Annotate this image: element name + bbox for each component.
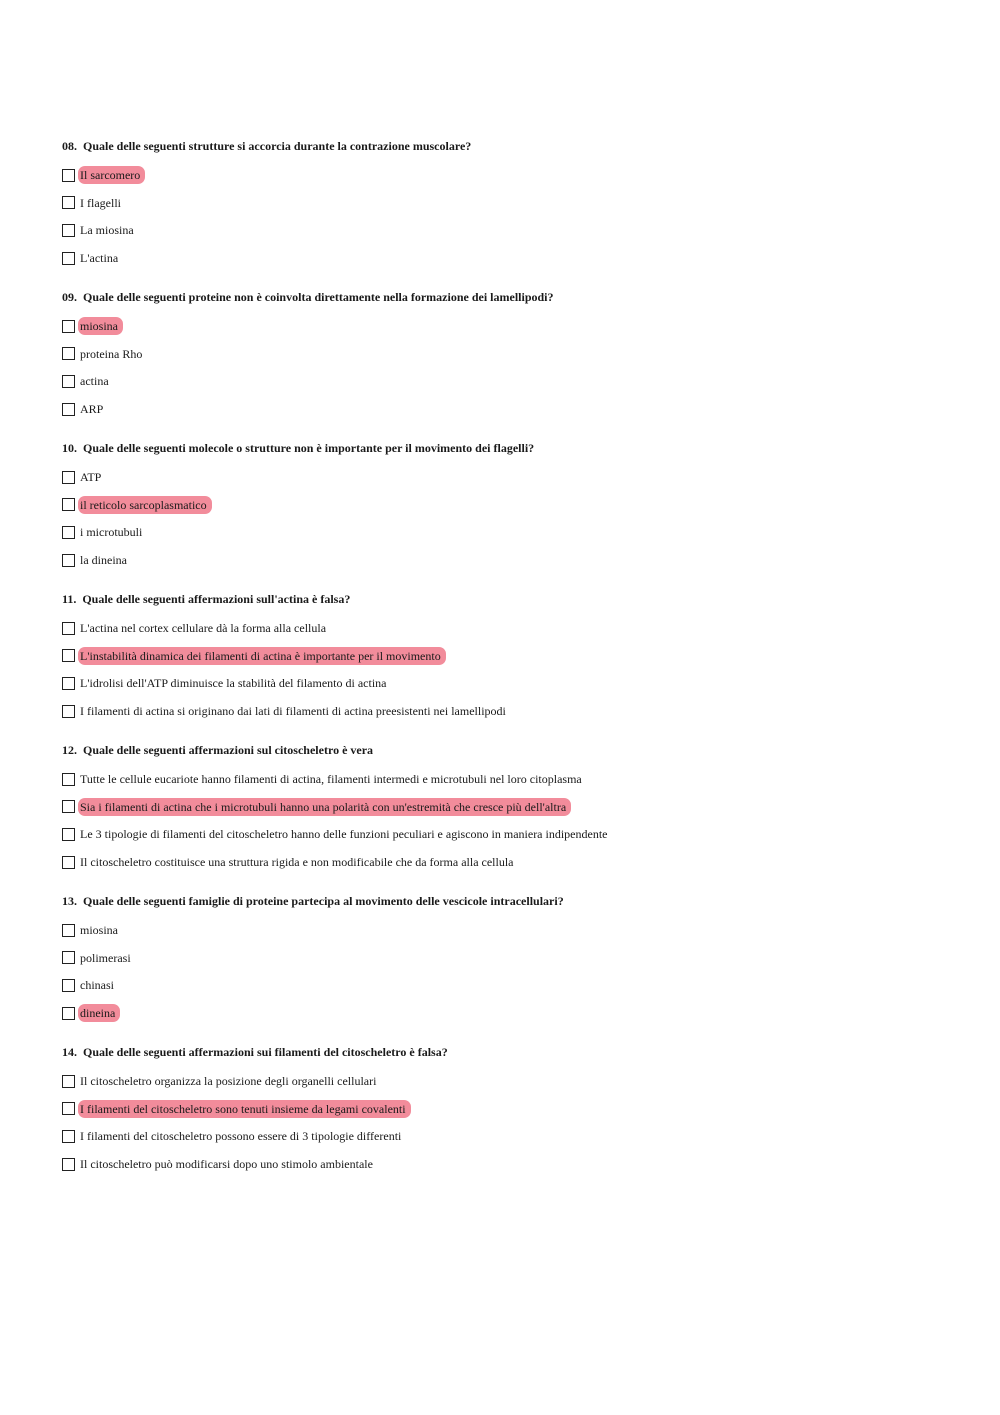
checkbox[interactable] xyxy=(62,1158,75,1171)
checkbox[interactable] xyxy=(62,1130,75,1143)
question-text: Quale delle seguenti famiglie di proteine partecipa al movimento delle vescicole intracellulari? xyxy=(83,894,564,908)
checkbox[interactable] xyxy=(62,649,75,662)
answer-text: miosina xyxy=(80,923,118,937)
checkbox[interactable] xyxy=(62,169,75,182)
answer-text: Il citoscheletro può modificarsi dopo uno stimolo ambientale xyxy=(80,1157,373,1172)
answer-option[interactable] xyxy=(62,920,962,940)
answer-text: chinasi xyxy=(80,978,114,993)
question-heading xyxy=(62,1044,962,1060)
answer-option-highlighted[interactable] xyxy=(62,1003,962,1023)
checkbox[interactable] xyxy=(62,773,75,786)
checkbox[interactable] xyxy=(62,320,75,333)
question-14 xyxy=(62,1044,962,1195)
answer-text: La miosina xyxy=(80,223,134,238)
answer-option-highlighted[interactable] xyxy=(62,1099,962,1119)
answer-option-highlighted[interactable] xyxy=(62,316,962,336)
question-heading xyxy=(62,893,962,909)
checkbox[interactable] xyxy=(62,951,75,964)
question-number: 10. xyxy=(62,441,77,455)
answer-text: Sia i filamenti di actina che i microtubuli hanno una polarità con un'estremità che cresce più dell'altra xyxy=(78,798,571,816)
answer-text: Il sarcomero xyxy=(78,166,145,184)
answer-text: i microtubuli xyxy=(80,525,143,540)
question-heading xyxy=(62,591,962,607)
question-number: 13. xyxy=(62,894,77,908)
answer-text: L'actina nel cortex cellulare dà la forma alla cellula xyxy=(80,621,327,635)
checkbox[interactable] xyxy=(62,471,75,484)
answer-option-highlighted[interactable] xyxy=(62,797,962,817)
question-10 xyxy=(62,440,962,591)
answer-option-highlighted[interactable] xyxy=(62,165,962,185)
checkbox[interactable] xyxy=(62,1075,75,1088)
question-number: 14. xyxy=(62,1045,77,1059)
checkbox[interactable] xyxy=(62,622,75,635)
answer-option[interactable] xyxy=(62,824,962,844)
question-heading xyxy=(62,742,962,758)
question-text: Quale delle seguenti affermazioni sui filamenti del citoscheletro è falsa? xyxy=(83,1045,448,1059)
answer-option[interactable] xyxy=(62,220,962,240)
answer-option[interactable] xyxy=(62,769,962,789)
answer-text: Tutte le cellule eucariote hanno filamenti di actina, filamenti intermedi e microtubuli nel loro citoplasma xyxy=(80,772,582,786)
question-number: 11. xyxy=(62,592,77,606)
answer-option[interactable] xyxy=(62,344,962,364)
checkbox[interactable] xyxy=(62,1102,75,1115)
question-heading xyxy=(62,289,962,305)
checkbox[interactable] xyxy=(62,347,75,360)
answer-option[interactable] xyxy=(62,550,962,570)
answer-text: I filamenti del citoscheletro sono tenuti insieme da legami covalenti xyxy=(78,1100,411,1118)
checkbox[interactable] xyxy=(62,800,75,813)
answer-option-highlighted[interactable] xyxy=(62,646,962,666)
answer-option[interactable] xyxy=(62,1126,962,1146)
answer-option[interactable] xyxy=(62,1071,962,1091)
checkbox[interactable] xyxy=(62,498,75,511)
answer-text: actina xyxy=(80,374,109,389)
question-text: Quale delle seguenti molecole o strutture non è importante per il movimento dei flagelli? xyxy=(83,441,535,455)
answer-option[interactable] xyxy=(62,1154,962,1174)
answer-option[interactable] xyxy=(62,193,962,213)
question-13 xyxy=(62,893,962,1044)
answer-text: dineina xyxy=(78,1004,120,1022)
checkbox[interactable] xyxy=(62,554,75,567)
question-08 xyxy=(62,138,962,289)
answer-text: Il citoscheletro costituisce una struttura rigida e non modificabile che da forma alla cellula xyxy=(80,855,514,870)
answer-text: il reticolo sarcoplasmatico xyxy=(78,496,212,514)
checkbox[interactable] xyxy=(62,1007,75,1020)
answer-text: I flagelli xyxy=(80,195,121,210)
answer-text: polimerasi xyxy=(80,950,131,965)
answer-option[interactable] xyxy=(62,975,962,995)
answer-options xyxy=(62,316,962,419)
answer-option[interactable] xyxy=(62,371,962,391)
checkbox[interactable] xyxy=(62,252,75,265)
answer-options xyxy=(62,920,962,1023)
answer-option[interactable] xyxy=(62,399,962,419)
question-12 xyxy=(62,742,962,893)
answer-text: Le 3 tipologie di filamenti del citoscheletro hanno delle funzioni peculiari e agiscono in maniera indipendente xyxy=(80,827,608,842)
answer-option[interactable] xyxy=(62,467,962,487)
answer-text: Il citoscheletro organizza la posizione degli organelli cellulari xyxy=(80,1074,377,1088)
question-text: Quale delle seguenti proteine non è coinvolta direttamente nella formazione dei lamellipodi? xyxy=(83,290,554,304)
answer-text: ARP xyxy=(80,402,104,417)
checkbox[interactable] xyxy=(62,705,75,718)
answer-text: L'actina xyxy=(80,251,119,266)
answer-options xyxy=(62,165,962,268)
checkbox[interactable] xyxy=(62,526,75,539)
answer-text: L'idrolisi dell'ATP diminuisce la stabilità del filamento di actina xyxy=(80,676,387,691)
question-number: 08. xyxy=(62,139,77,153)
question-number: 09. xyxy=(62,290,77,304)
answer-option[interactable] xyxy=(62,701,962,721)
checkbox[interactable] xyxy=(62,224,75,237)
checkbox[interactable] xyxy=(62,677,75,690)
question-text: Quale delle seguenti affermazioni sull'actina è falsa? xyxy=(82,592,351,606)
answer-text: ATP xyxy=(80,470,102,484)
answer-option[interactable] xyxy=(62,673,962,693)
answer-text: L'instabilità dinamica dei filamenti di actina è importante per il movimento xyxy=(78,647,446,665)
answer-text: la dineina xyxy=(80,553,127,568)
answer-option[interactable] xyxy=(62,852,962,872)
answer-option[interactable] xyxy=(62,618,962,638)
answer-text: proteina Rho xyxy=(80,346,143,361)
question-11 xyxy=(62,591,962,742)
answer-text: I filamenti di actina si originano dai lati di filamenti di actina preesistenti nei lamellipodi xyxy=(80,704,506,719)
answer-options xyxy=(62,618,962,721)
question-09 xyxy=(62,289,962,440)
checkbox[interactable] xyxy=(62,856,75,869)
quiz-page xyxy=(62,138,962,1195)
answer-text: miosina xyxy=(78,317,123,335)
question-number: 12. xyxy=(62,743,77,757)
answer-option-highlighted[interactable] xyxy=(62,495,962,515)
checkbox[interactable] xyxy=(62,196,75,209)
answer-text: I filamenti del citoscheletro possono essere di 3 tipologie differenti xyxy=(80,1129,402,1144)
answer-option[interactable] xyxy=(62,248,962,268)
checkbox[interactable] xyxy=(62,979,75,992)
question-heading xyxy=(62,138,962,154)
question-text: Quale delle seguenti strutture si accorcia durante la contrazione muscolare? xyxy=(83,139,472,153)
answer-options xyxy=(62,467,962,570)
answer-options xyxy=(62,769,962,872)
checkbox[interactable] xyxy=(62,403,75,416)
checkbox[interactable] xyxy=(62,924,75,937)
answer-option[interactable] xyxy=(62,948,962,968)
question-heading xyxy=(62,440,962,456)
question-text: Quale delle seguenti affermazioni sul citoscheletro è vera xyxy=(83,743,374,757)
checkbox[interactable] xyxy=(62,828,75,841)
answer-options xyxy=(62,1071,962,1174)
answer-option[interactable] xyxy=(62,522,962,542)
checkbox[interactable] xyxy=(62,375,75,388)
